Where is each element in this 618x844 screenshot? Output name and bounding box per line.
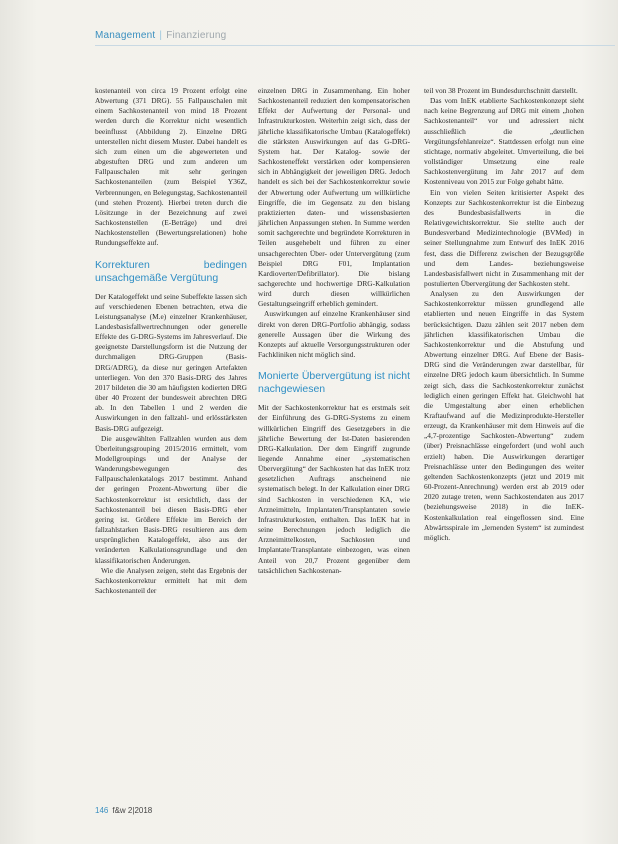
paragraph: Die ausgewählten Fallzahlen wurden aus dem Überleitungsgrouping 2015/2016 ermittelt, vom Modellgroupings und der Analyse der Wanderungsbewegungen des Fallpauschalenkatalogs 2017 bestimmt. Anhand der geringen Prozent-Abwertung über die Sachkostenkorrektur ist ersichtlich, dass der Sachkostenanteil bei diesen Basis-DRG eher gering ist. Größere Effekte im Bereich der fallzahlstarken Basis-DRG resultieren aus dem ursprünglichen Katalogeffekt, also aus der veränderten Kalkulationsgrundlage und den klassifikatorischen Änderungen. [95, 433, 247, 565]
text-column-2 [258, 86, 410, 576]
paragraph: kostenanteil von circa 19 Prozent erfolgt eine Abwertung (371 DRG). 55 Fallpauschalen mit einem Sachkostenanteil von mind 18 Prozent werden durch die Korrektur nicht wesentlich beeinflusst (Abbildung 2). Einzelne DRG unterstellen nicht diesem Muster. Dabei handelt es sich zum einen um die abgewerteten und abgestuften DRG und zum anderen um Fallpauschalen mit sehr geringen Sachkostenanteilen (zum Beispiel Y36Z, Verbrennungen, en Belegungstag, Sachkostenanteil (und stehen Prozent). Hierbei treten durch die Lösitzunge in der Bezeichnung auf zwei Sachkostenstellen (E-Beträge) und drei Nachkostenstellen (Bewertungsrelationen) hohe Rundungseffekte auf. [95, 86, 247, 248]
paragraph: Der Katalogeffekt und seine Subeffekte lassen sich auf verschiedenen Ebenen betrachten, etwa die Leistungsanalyse (M.e) einzelner Krankenhäuser, Landesbasisfallwertrechnungen oder generelle Effekte des G-DRG-Systems im Jahresverlauf. Die geeignetste Darstellungsform ist die Nutzung der durchmaligen DRG-Gruppen (Basis-DRG/ADRG), da diese nur geringen Artefakten unterliegen. Von den 370 Basis-DRG des Jahres 2017 bildeten die 30 am häufigsten kodierten DRG über 40 Prozent der bundesweit abrechten DRG ab. In den Tabellen 1 und 2 werden die Auswirkungen in den fallzahl- und erlösstärksten Basis-DRG aufgezeigt. [95, 291, 247, 433]
header-separator: | [159, 30, 163, 41]
paragraph: teil von 38 Prozent im Bundesdurchschnitt darstellt. [424, 86, 578, 95]
page-footer [95, 806, 152, 815]
header-rule [95, 45, 615, 46]
publication-name: f&w 2|2018 [112, 806, 153, 815]
header-section: Finanzierung [166, 30, 227, 41]
text-column-1 [95, 86, 247, 596]
paragraph: Wie die Analysen zeigen, steht das Ergebnis der Sachkostenkorrektur ermittelt hat mit dem Sachkostenanteil der [95, 565, 247, 596]
paragraph: Das vom InEK etablierte Sachkostenkonzept sieht nach keine Begrenzung auf DRG mit einem „hohen Sachkostenanteil“ vor und adressiert nicht ausschließlich die „deutlichen Vergütungsfehlanreize“. Stattdessen erfolgt nun eine stichtage, normativ abgeleitet. Umverteilung, die bei vollständiger Umsetzung eine reale Sachkostenvergütung im Jahr 2017 auf dem Kostenniveau von 2015 zur Folge gehabt hätte. [424, 96, 584, 187]
paragraph: einzelnen DRG in Zusammenhang. Ein hoher Sachkostenanteil reduziert den kompensatorischen Effekt der Aufwertung der Personal- und Infrastrukturkosten. Weiterhin zeigt sich, dass der jährliche klassifikatorische Umbau (Katalogeffekt) die stärksten Auswirkungen auf das G-DRG-System hat. Der Katalog- sowie der Sachkosteneffekt verstärken oder kompensieren sich in Abhängigkeit der jeweiligen DRG. Jedoch handelt es sich bei der Sachkostenkorrektur sowie der Abwertung oder Aufwertung um willkürliche Eingriffe, die im Gegensatz zu den bislang praktizierten daten- und wissensbasierten jährlichen Anpassungen stehen. In Summe werden somit sachgerechte und begründete Korrekturen in Teilen ausgehebelt und führen zu einer unsachgerechten Über- oder Untervergütung (zum Beispiel DRG F01, Implantation Kardioverter/Defibrillator). Die bislang sachgerechte und hochwertige DRG-Kalkulation wird durch diesen willkürlichen Gestaltungseingriff erheblich gemindert. [258, 86, 410, 309]
paragraph: Ein von vielen Seiten kritisierter Aspekt des Konzepts zur Sachkostenkorrektur ist die Einbezug des Bundesbasisfallwerts in die Relativgewichtskorrektur. Sie stellte auch der Bundesverband Medizintechnologie (BVMed) in seiner Stellungnahme zum Entwurf des InEK 2016 fest, dass die Differenz zwischen der Bezugsgröße und dem Landes- beziehungsweise Landesbasisfallwert nicht in Zusammenhang mit der postulierten Übervergütung der Sachkosten steht. [424, 187, 584, 288]
paragraph: Analysen zu den Auswirkungen der Sachkostenkorrektur müssen grundlegend alle etablierten und neuen Eingriffe in das System berücksichtigen. Dazu zählen seit 2017 neben dem jährlichen klassifikatorischen Umbau die Sachkostenkorrektur und die Abstufung und Abwertung einzelner DRG. Auf Ebene der Basis-DRG sind die Veränderungen zwar darstellbar, für einzelne DRG jedoch kaum übersichtlich. In Summe zeigt sich, dass die Sachkostenkorrektur zunächst lediglich einen geringen Effekt hat. Gleichwohl hat die Umgestaltung aber einen erheblichen Kraftaufwand auf die Medizinprodukte-Hersteller erzeugt, da Krankenhäuser mit dem Hinweis auf die „4,7-prozentige Sachkosten-Abwertung“ zudem (über) Preisnachlässe eingefordert (und wohl auch erzielt) haben. Die Auswirkungen derartiger Preisnachlässe unter den Bedingungen des weiter geltenden Sachkostenkonzepts (jetzt und 2019 mit 60-Prozent-Anrechnung) werden erst ab 2019 oder 2020 zutage treten, wenn Sachkostendaten aus 2017 (beziehungsweise 2018) in die InEK-Kostenkalkulation real eingeflossen sind. Eine Abwärtsspirale im „lernenden System“ ist zumindest möglich. [424, 289, 584, 542]
text-column-3 [424, 86, 584, 543]
paragraph: Auswirkungen auf einzelne Krankenhäuser sind direkt von deren DRG-Portfolio abhängig, sodass generelle Aussagen über die Wirkung des Konzepts auf aktuelle Versorgungsstrukturen oder Fachkliniken nicht möglich sind. [258, 309, 410, 360]
running-header [95, 30, 226, 41]
page-number: 146 [95, 806, 109, 815]
paragraph: Mit der Sachkostenkorrektur hat es erstmals seit der Einführung des G-DRG-Systems zu einem willkürlichen Eingriff des Gesetzgebers in die jährliche Bewertung der Ist-Daten basierenden DRG-Kalkulation. Der dem Eingriff zugrunde liegende Annahme einer „systematischen Übervergütung“ der Sachkosten hat das InEK trotz gesetzlichen Auftrags anscheinend nie systematisch belegt. In der Kalkulation einer DRG sind Sachkosten in verschiedenen KA, wie Arzneimitteln, Implantaten/Transplantaten sowie Infrastrukturkosten, enthalten. Das InEK hat in seine Berechnungen jedoch lediglich die Arzneimittelkosten, Sachkosten und Implantate/Transplantate einbezogen, was einen Anteil von 20,7 Prozent gegenüber dem tatsächlichen Sachkostenan- [258, 403, 410, 575]
subheading: Monierte Übervergütung ist nicht nachgewiesen [258, 370, 410, 396]
subheading: Korrekturen bedingen unsachgemäße Vergütung [95, 258, 247, 284]
header-category: Management [95, 30, 156, 41]
